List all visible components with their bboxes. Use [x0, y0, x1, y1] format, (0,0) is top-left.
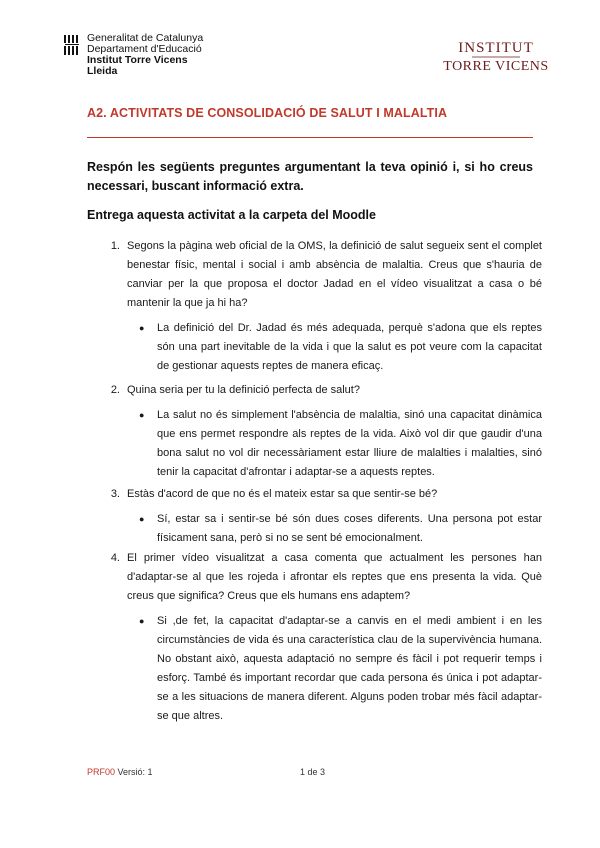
- school-name: Institut Torre Vicens: [87, 54, 188, 66]
- version-label: Versió: 1: [115, 767, 153, 777]
- bullet-icon: ●: [139, 616, 145, 626]
- question-number: 3.: [110, 488, 120, 500]
- title-divider: [87, 137, 533, 138]
- question-number: 4.: [110, 552, 120, 564]
- department-name: Departament d'Educació: [87, 43, 202, 55]
- question-block-4: [87, 549, 542, 726]
- question-text: Estàs d'acord de que no és el mateix estar sa que sentir-se bé?: [127, 488, 438, 500]
- intro-instructions: Respón les següents preguntes argumentant la teva opinió i, si ho creus necessari, buscant informació extra.: [87, 160, 533, 193]
- answer-text: Si ,de fet, la capacitat d'adaptar-se a canvis en el medi ambient i en les circumstàncies de vida és una característica clau de la supervivència humana. No obstant això, aquesta adaptació no sempre és fàcil i pot requerir temps i esforç. També és important recordar que cada persona és única i pot adaptar-se a les situacions de manera diferent. Alguns poden trobar més fàcil adaptar-se que altres.: [157, 615, 542, 722]
- institut-torre-vicens-logo: [442, 33, 550, 81]
- generalitat-logo-icon: [63, 34, 81, 56]
- footer-version: [87, 767, 153, 777]
- question-number: 1.: [110, 240, 120, 252]
- inst-logo-line2: TORRE VICENS: [443, 59, 549, 74]
- question-block-2: [87, 381, 542, 482]
- generalitat-name: Generalitat de Catalunya: [87, 32, 204, 44]
- generalitat-header: [63, 33, 203, 77]
- question-block-1: [87, 237, 542, 376]
- bullet-icon: ●: [139, 514, 145, 524]
- page-title: A2. ACTIVITATS DE CONSOLIDACIÓ DE SALUT I MALALTIA: [87, 106, 448, 120]
- question-text: El primer vídeo visualitzat a casa comenta que actualment les persones han d'adaptar-se al que les rojeda i afrontar els reptes que ens presenta la vida. Què creus que significa? Creus que els humans ens adaptem?: [127, 552, 542, 602]
- question-block-3: [87, 485, 542, 548]
- inst-logo-line1: INSTITUT: [458, 40, 534, 56]
- question-text: Quina seria per tu la definició perfecta de salut?: [127, 384, 360, 396]
- answer-text: La definició del Dr. Jadad és més adequada, perquè s'adona que els reptes són una part inevitable de la vida i que la salut es pot veure com la capacitat de gestionar aquests reptes de manera eficaç.: [157, 322, 542, 372]
- answer-text: Sí, estar sa i sentir-se bé són dues coses diferents. Una persona pot estar físicament sana, però si no se sent bé emocionalment.: [157, 513, 542, 544]
- school-city: Lleida: [87, 65, 118, 77]
- page-number: 1 de 3: [300, 767, 326, 777]
- answer-text: La salut no és simplement l'absència de malaltia, sinó una capacitat dinàmica que ens permet respondre als reptes de la vida. Això vol dir que gaudir d'una bona salut no vol dir necessàriament estar lliure de malalties i malalties, sinó tenir la capacitat d'afrontar i adaptar-se a aquests reptes.: [157, 409, 542, 478]
- form-code: PRF00: [87, 767, 116, 777]
- bullet-icon: ●: [139, 410, 145, 420]
- bullet-icon: ●: [139, 323, 145, 333]
- delivery-instructions: Entrega aquesta activitat a la carpeta del Moodle: [87, 208, 376, 222]
- question-number: 2.: [110, 384, 120, 396]
- question-text: Segons la pàgina web oficial de la OMS, la definició de salut segueix sent el complet benestar físic, mental i social i amb absència de malaltia. Creus que s'hauria de canviar per la que proposa el doctor Jadad en el vídeo visualitzat a casa o bé mantenir la que ja hi ha?: [127, 240, 542, 309]
